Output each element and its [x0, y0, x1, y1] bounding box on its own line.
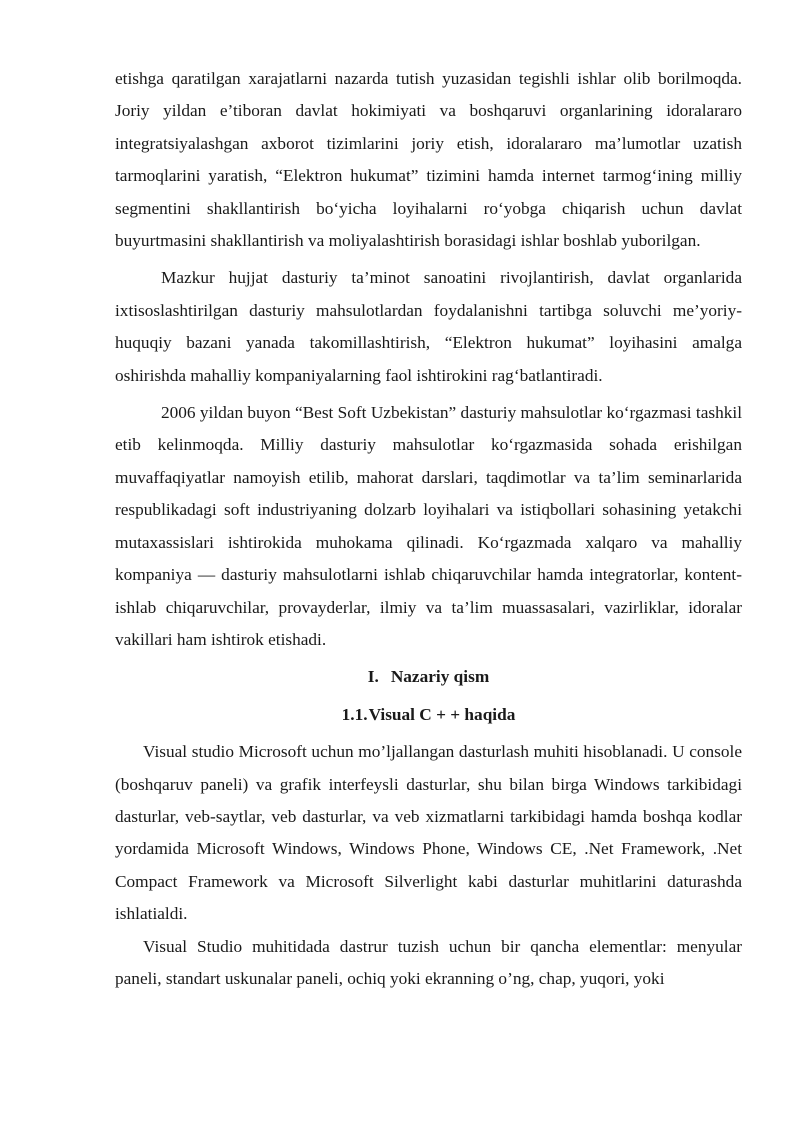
subsection-heading [115, 699, 742, 731]
subsection-title: Visual C + + haqida [368, 704, 516, 724]
subsection-number: 1.1. [341, 704, 368, 724]
paragraph-4: Visual studio Microsoft uchun mo’ljallangan dasturlash muhiti hisoblanadi. U console (boshqaruv paneli) va grafik interfeysli dasturlar, shu bilan birga Windows tarkibidagi dasturlar, veb-saytlar, veb dasturlar, va veb xizmatlarni tarkibidagi hamda boshqa kodlar yordamida Microsoft Windows, Windows Phone, Windows CE, .Net Framework, .Net Compact Framework va Microsoft Silverlight kabi dasturlar muhitlarini daturashda ishlatialdi. [115, 742, 742, 924]
document-page [115, 63, 742, 995]
paragraph-1: etishga qaratilgan xarajatlarni nazarda tutish yuzasidan tegishli ishlar olib borilmoqda. Joriy yildan e’tiboran davlat hokimiyati va boshqaruvi organlarining idoralararo integratsiyalashgan axborot tizimlarini joriy etish, idoralararo ma’lumotlar uzatish tarmoqlarini yaratish, “Elektron hukumat” tizimini hamda internet tarmog‘ining milliy segmentini shakllantirish bo‘yicha loyihalarni ro‘yobga chiqarish uchun davlat buyurtmasini shakllantirish va moliyalashtirish borasidagi ishlar boshlab yuborilgan. [115, 69, 742, 251]
section-number: I. [367, 667, 379, 687]
paragraph-5: Visual Studio muhitidada dastrur tuzish uchun bir qancha elementlar: menyular paneli, standart uskunalar paneli, ochiq yoki ekranning o’ng, chap, yuqori, yoki [115, 936, 742, 988]
paragraph-2: Mazkur hujjat dasturiy ta’minot sanoatini rivojlantirish, davlat organlarida ixtisoslashtirilgan dasturiy mahsulotlardan foydalanishni tartibga soluvchi me’yoriy-huquqiy bazani yanada takomillashtirish, “Elektron hukumat” loyihasini amalga oshirishda mahalliy kompaniyalarning faol ishtirokini rag‘batlantiradi. [115, 268, 742, 385]
section-heading [115, 661, 742, 693]
paragraph-3: 2006 yildan buyon “Best Soft Uzbekistan” dasturiy mahsulotlar ko‘rgazmasi tashkil etib kelinmoqda. Milliy dasturiy mahsulotlar ko‘rgazmasida sohada erishilgan muvaffaqiyatlar namoyish etilib, mahorat darslari, taqdimotlar va ta’lim seminarlarida respublikadagi soft industriyaning dolzarb loyihalari va istiqbollari sohasining yetakchi mutaxassislari ishtirokida muhokama qilinadi. Ko‘rgazmada xalqaro va mahalliy kompaniya — dasturiy mahsulotlarni ishlab chiqaruvchilar hamda integratorlar, kontent-ishlab chiqaruvchilar, provayderlar, ilmiy va ta’lim muassasalari, vazirliklar, idoralar vakillari ham ishtirok etishadi. [115, 403, 742, 649]
section-title: Nazariy qism [390, 667, 490, 687]
